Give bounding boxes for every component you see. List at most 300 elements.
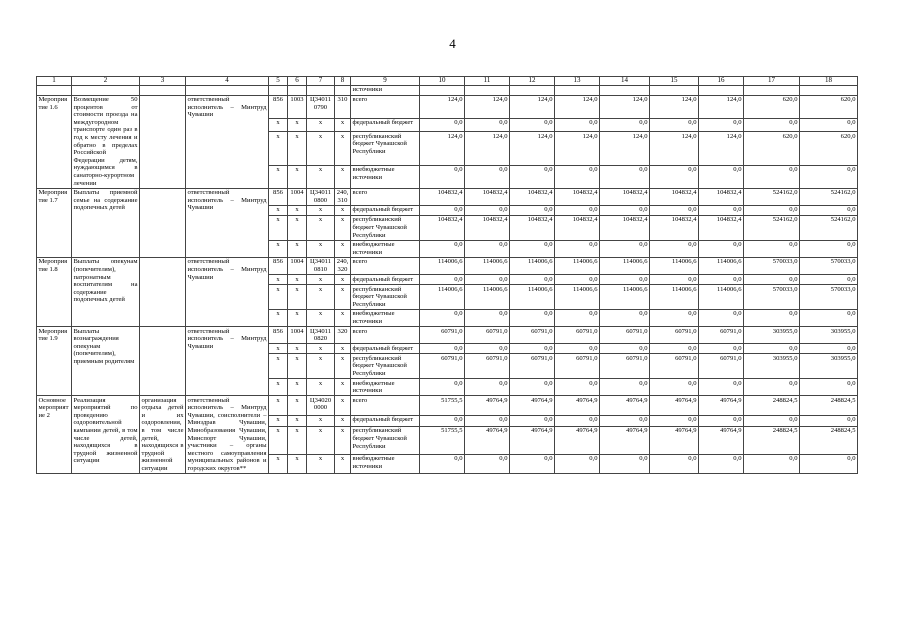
amount-cell: 0,0: [744, 379, 800, 396]
amount-cell: 0,0: [510, 344, 555, 354]
measure-executor: ответственный исполнитель – Минтруд Чувашии: [186, 257, 269, 326]
amount-cell: 620,0: [800, 132, 858, 165]
expense-type-code: x: [335, 132, 351, 165]
grbs-code: 856: [269, 257, 288, 274]
amount-cell: 124,0: [650, 132, 699, 165]
amount-cell: 570033,0: [800, 257, 858, 274]
amount-cell: 0,0: [800, 415, 858, 426]
amount-cell: 114006,6: [510, 257, 555, 274]
expense-type-code: x: [335, 396, 351, 415]
section-code: x: [288, 415, 307, 426]
measure-name: Реализация мероприятий по проведению оздоровительной кампании детей, в том числе детей, находящихся в трудной жизненной ситуации: [72, 396, 140, 474]
amount-cell: 114006,6: [555, 257, 600, 274]
amount-cell: 0,0: [555, 379, 600, 396]
funding-source: республиканский бюджет Чувашской Республики: [351, 132, 420, 165]
target-article-code: Ц34011 0820: [307, 327, 335, 344]
amount-cell: 0,0: [650, 165, 699, 188]
page-number: 4: [449, 36, 456, 51]
amount-cell: 104832,4: [699, 215, 744, 240]
funding-source: федеральный бюджет: [351, 118, 420, 131]
amount-cell: 620,0: [800, 95, 858, 118]
continuation-row: [37, 85, 858, 95]
amount-cell: 60791,0: [420, 327, 465, 344]
amount-cell: 0,0: [699, 309, 744, 326]
amount-cell: 49764,9: [699, 396, 744, 415]
section-code: x: [288, 344, 307, 354]
header-cell: 6: [288, 77, 307, 86]
measure-id: Мероприятие 1.8: [37, 257, 72, 326]
amount-cell: 49764,9: [465, 426, 510, 454]
amount-cell: 0,0: [555, 275, 600, 285]
amount-cell: 0,0: [465, 240, 510, 257]
expense-type-code: x: [335, 165, 351, 188]
amount-cell: 114006,6: [420, 285, 465, 310]
amount-cell: 0,0: [600, 379, 650, 396]
amount-cell: 0,0: [744, 165, 800, 188]
amount-cell: 0,0: [800, 379, 858, 396]
measure-executor: ответственный исполнитель – Минтруд Чувашии, соисполнители – Минздрав Чувашии, Минобразования Чувашии, Минспорт Чувашии, участники – органы местного самоуправления муниципальных районов и городских округов**: [187, 396, 267, 473]
amount-cell: 124,0: [420, 95, 465, 118]
grbs-code: x: [269, 379, 288, 396]
amount-cell: 104832,4: [600, 188, 650, 205]
header-cell: 4: [186, 77, 269, 86]
funding-source: федеральный бюджет: [351, 275, 420, 285]
amount-cell: 0,0: [510, 415, 555, 426]
amount-cell: 0,0: [699, 454, 744, 473]
amount-cell: 0,0: [650, 415, 699, 426]
amount-cell: 60791,0: [465, 354, 510, 379]
amount-cell: 114006,6: [650, 257, 699, 274]
target-article-code: x: [307, 426, 335, 454]
amount-cell: 0,0: [699, 165, 744, 188]
amount-cell: 620,0: [744, 132, 800, 165]
funding-source: внебюджетные источники: [351, 165, 420, 188]
expense-type-code: x: [335, 379, 351, 396]
amount-cell: 0,0: [650, 205, 699, 215]
section-code: 1003: [288, 95, 307, 118]
funding-source: всего: [351, 327, 420, 344]
measure-id: Мероприятие 1.9: [37, 327, 72, 396]
target-article-code: Ц34011 0810: [307, 257, 335, 274]
amount-cell: 0,0: [420, 379, 465, 396]
expense-type-code: 240, 310: [335, 188, 351, 205]
grbs-code: x: [269, 426, 288, 454]
amount-cell: 114006,6: [600, 257, 650, 274]
amount-cell: 248824,5: [800, 396, 858, 415]
amount-cell: 570033,0: [744, 257, 800, 274]
target-article-code: x: [307, 309, 335, 326]
header-cell: 1: [37, 77, 72, 86]
amount-cell: 0,0: [510, 165, 555, 188]
section-code: 1004: [288, 257, 307, 274]
target-article-code: x: [307, 354, 335, 379]
funding-source: федеральный бюджет: [351, 205, 420, 215]
funding-source: республиканский бюджет Чувашской Республики: [351, 426, 420, 454]
measure-executor: ответственный исполнитель – Минтруд Чувашии: [186, 95, 269, 188]
grbs-code: x: [269, 165, 288, 188]
target-article-code: x: [307, 415, 335, 426]
amount-cell: 114006,6: [510, 285, 555, 310]
amount-cell: 124,0: [510, 95, 555, 118]
header-cell: 17: [744, 77, 800, 86]
measure-task: организация отдыха детей и их оздоровления, в том числе детей, находящихся в трудной жизненной ситуации: [141, 396, 184, 473]
grbs-code: x: [269, 354, 288, 379]
header-cell: 9: [351, 77, 420, 86]
amount-cell: 49764,9: [510, 396, 555, 415]
target-article-code: x: [307, 205, 335, 215]
funding-source: внебюджетные источники: [351, 309, 420, 326]
target-article-code: x: [307, 379, 335, 396]
amount-cell: 49764,9: [650, 426, 699, 454]
section-code: 1004: [288, 327, 307, 344]
amount-cell: 49764,9: [600, 426, 650, 454]
amount-cell: 0,0: [650, 454, 699, 473]
measure-id: Основное мероприятие 2: [37, 396, 72, 474]
expense-type-code: x: [335, 285, 351, 310]
table-row: [37, 396, 858, 415]
amount-cell: 114006,6: [465, 285, 510, 310]
amount-cell: 60791,0: [510, 327, 555, 344]
grbs-code: x: [269, 132, 288, 165]
amount-cell: 0,0: [600, 165, 650, 188]
amount-cell: 124,0: [510, 132, 555, 165]
amount-cell: 0,0: [420, 165, 465, 188]
amount-cell: 0,0: [420, 415, 465, 426]
amount-cell: 524162,0: [744, 215, 800, 240]
header-cell: 13: [555, 77, 600, 86]
measure-task: [140, 188, 186, 257]
amount-cell: 0,0: [744, 240, 800, 257]
section-code: x: [288, 285, 307, 310]
amount-cell: 124,0: [420, 132, 465, 165]
source-label: источники: [351, 85, 420, 95]
target-article-code: x: [307, 275, 335, 285]
amount-cell: 124,0: [650, 95, 699, 118]
expense-type-code: x: [335, 454, 351, 473]
amount-cell: 0,0: [420, 118, 465, 131]
amount-cell: 0,0: [555, 240, 600, 257]
amount-cell: 49764,9: [650, 396, 699, 415]
section-code: x: [288, 215, 307, 240]
amount-cell: 0,0: [600, 240, 650, 257]
amount-cell: 0,0: [600, 275, 650, 285]
amount-cell: 524162,0: [744, 188, 800, 205]
header-cell: 3: [140, 77, 186, 86]
section-code: x: [288, 396, 307, 415]
amount-cell: 0,0: [555, 205, 600, 215]
grbs-code: x: [269, 285, 288, 310]
expense-type-code: x: [335, 354, 351, 379]
header-cell: 2: [72, 77, 140, 86]
amount-cell: 104832,4: [465, 215, 510, 240]
target-article-code: x: [307, 285, 335, 310]
amount-cell: 0,0: [800, 344, 858, 354]
funding-source: всего: [351, 188, 420, 205]
section-code: x: [288, 454, 307, 473]
amount-cell: 0,0: [420, 309, 465, 326]
funding-source: республиканский бюджет Чувашской Республики: [351, 354, 420, 379]
amount-cell: 49764,9: [600, 396, 650, 415]
amount-cell: 124,0: [600, 132, 650, 165]
amount-cell: 0,0: [420, 344, 465, 354]
amount-cell: 303955,0: [744, 354, 800, 379]
amount-cell: 0,0: [510, 240, 555, 257]
grbs-code: x: [269, 240, 288, 257]
amount-cell: 104832,4: [555, 215, 600, 240]
grbs-code: x: [269, 205, 288, 215]
amount-cell: 0,0: [420, 454, 465, 473]
amount-cell: 114006,6: [650, 285, 699, 310]
header-cell: 8: [335, 77, 351, 86]
amount-cell: 104832,4: [699, 188, 744, 205]
target-article-code: x: [307, 215, 335, 240]
amount-cell: 0,0: [800, 309, 858, 326]
target-article-code: x: [307, 132, 335, 165]
amount-cell: 0,0: [650, 240, 699, 257]
amount-cell: 104832,4: [600, 215, 650, 240]
target-article-code: x: [307, 165, 335, 188]
amount-cell: 0,0: [650, 118, 699, 131]
amount-cell: 248824,5: [744, 396, 800, 415]
amount-cell: 524162,0: [800, 188, 858, 205]
amount-cell: 104832,4: [420, 188, 465, 205]
measure-task: [140, 257, 186, 326]
grbs-code: x: [269, 396, 288, 415]
amount-cell: 0,0: [744, 118, 800, 131]
amount-cell: 104832,4: [650, 215, 699, 240]
amount-cell: 0,0: [555, 344, 600, 354]
amount-cell: 0,0: [744, 309, 800, 326]
amount-cell: 570033,0: [800, 285, 858, 310]
measure-name: Выплаты опекунам (попечителям), патронатным воспитателям на содержание подопечных детей: [72, 257, 140, 326]
amount-cell: 0,0: [510, 205, 555, 215]
section-code: x: [288, 118, 307, 131]
expense-type-code: x: [335, 118, 351, 131]
amount-cell: 0,0: [555, 165, 600, 188]
amount-cell: 51755,5: [420, 396, 465, 415]
amount-cell: 124,0: [699, 95, 744, 118]
amount-cell: 104832,4: [510, 188, 555, 205]
amount-cell: 0,0: [650, 309, 699, 326]
amount-cell: 0,0: [699, 344, 744, 354]
funding-source: федеральный бюджет: [351, 344, 420, 354]
funding-source: республиканский бюджет Чувашской Республики: [351, 285, 420, 310]
header-cell: 15: [650, 77, 699, 86]
target-article-code: x: [307, 454, 335, 473]
amount-cell: 0,0: [555, 454, 600, 473]
header-cell: 18: [800, 77, 858, 86]
amount-cell: 0,0: [510, 275, 555, 285]
amount-cell: 0,0: [699, 118, 744, 131]
amount-cell: 124,0: [600, 95, 650, 118]
amount-cell: 0,0: [600, 118, 650, 131]
measure-task: [140, 95, 186, 188]
amount-cell: 60791,0: [555, 354, 600, 379]
amount-cell: 0,0: [465, 309, 510, 326]
amount-cell: 114006,6: [465, 257, 510, 274]
amount-cell: 0,0: [465, 205, 510, 215]
amount-cell: 0,0: [465, 275, 510, 285]
amount-cell: 124,0: [555, 132, 600, 165]
amount-cell: 114006,6: [600, 285, 650, 310]
amount-cell: 0,0: [800, 454, 858, 473]
section-code: x: [288, 275, 307, 285]
amount-cell: 0,0: [800, 205, 858, 215]
table-row: [37, 257, 858, 274]
amount-cell: 0,0: [510, 118, 555, 131]
measure-executor: ответственный исполнитель – Минтруд Чувашии: [186, 327, 269, 396]
amount-cell: 0,0: [510, 454, 555, 473]
target-article-code: x: [307, 118, 335, 131]
amount-cell: 248824,5: [744, 426, 800, 454]
grbs-code: x: [269, 415, 288, 426]
amount-cell: 49764,9: [465, 396, 510, 415]
amount-cell: 248824,5: [800, 426, 858, 454]
grbs-code: 856: [269, 188, 288, 205]
amount-cell: 104832,4: [420, 215, 465, 240]
section-code: x: [288, 309, 307, 326]
target-article-code: Ц34011 0790: [307, 95, 335, 118]
target-article-code: Ц34011 0800: [307, 188, 335, 205]
amount-cell: 524162,0: [800, 215, 858, 240]
amount-cell: 0,0: [420, 240, 465, 257]
section-code: 1004: [288, 188, 307, 205]
section-code: x: [288, 205, 307, 215]
amount-cell: 0,0: [510, 309, 555, 326]
amount-cell: 60791,0: [510, 354, 555, 379]
amount-cell: 570033,0: [744, 285, 800, 310]
header-cell: 14: [600, 77, 650, 86]
amount-cell: 0,0: [699, 205, 744, 215]
grbs-code: 856: [269, 95, 288, 118]
amount-cell: 0,0: [600, 415, 650, 426]
table-row: [37, 95, 858, 118]
funding-source: всего: [351, 257, 420, 274]
amount-cell: 0,0: [744, 205, 800, 215]
header-cell: 11: [465, 77, 510, 86]
amount-cell: 0,0: [465, 344, 510, 354]
amount-cell: 0,0: [600, 309, 650, 326]
table-row: [37, 188, 858, 205]
amount-cell: 104832,4: [650, 188, 699, 205]
amount-cell: 60791,0: [699, 327, 744, 344]
amount-cell: 60791,0: [555, 327, 600, 344]
table-row: [37, 327, 858, 344]
amount-cell: 303955,0: [800, 327, 858, 344]
header-cell: 10: [420, 77, 465, 86]
expense-type-code: 320: [335, 327, 351, 344]
amount-cell: 0,0: [465, 165, 510, 188]
expense-type-code: x: [335, 426, 351, 454]
amount-cell: 60791,0: [650, 327, 699, 344]
header-row: [37, 77, 858, 86]
grbs-code: x: [269, 275, 288, 285]
grbs-code: x: [269, 454, 288, 473]
amount-cell: 0,0: [699, 275, 744, 285]
amount-cell: 0,0: [699, 415, 744, 426]
expense-type-code: 310: [335, 95, 351, 118]
amount-cell: 114006,6: [699, 257, 744, 274]
expense-type-code: x: [335, 309, 351, 326]
section-code: x: [288, 240, 307, 257]
amount-cell: 0,0: [650, 275, 699, 285]
amount-cell: 0,0: [650, 344, 699, 354]
amount-cell: 0,0: [600, 205, 650, 215]
funding-source: всего: [351, 396, 420, 415]
section-code: x: [288, 165, 307, 188]
header-cell: 7: [307, 77, 335, 86]
funding-source: внебюджетные источники: [351, 454, 420, 473]
expense-type-code: 240, 320: [335, 257, 351, 274]
amount-cell: 620,0: [744, 95, 800, 118]
amount-cell: 60791,0: [420, 354, 465, 379]
measure-id: Мероприятие 1.7: [37, 188, 72, 257]
expense-type-code: x: [335, 215, 351, 240]
amount-cell: 0,0: [699, 240, 744, 257]
amount-cell: 60791,0: [465, 327, 510, 344]
measure-task: [140, 327, 186, 396]
measure-executor: ответственный исполнитель – Минтруд Чувашии: [186, 188, 269, 257]
amount-cell: 0,0: [555, 415, 600, 426]
expense-type-code: x: [335, 415, 351, 426]
amount-cell: 0,0: [465, 118, 510, 131]
grbs-code: 856: [269, 327, 288, 344]
amount-cell: 124,0: [555, 95, 600, 118]
section-code: x: [288, 379, 307, 396]
measure-id: Мероприятие 1.6: [37, 95, 72, 188]
expense-type-code: x: [335, 275, 351, 285]
amount-cell: 49764,9: [510, 426, 555, 454]
amount-cell: 0,0: [744, 344, 800, 354]
amount-cell: 114006,6: [420, 257, 465, 274]
amount-cell: 0,0: [600, 454, 650, 473]
amount-cell: 124,0: [465, 132, 510, 165]
expense-type-code: x: [335, 205, 351, 215]
amount-cell: 49764,9: [555, 426, 600, 454]
amount-cell: 104832,4: [465, 188, 510, 205]
amount-cell: 0,0: [555, 309, 600, 326]
amount-cell: 0,0: [744, 275, 800, 285]
amount-cell: 60791,0: [600, 327, 650, 344]
amount-cell: 303955,0: [744, 327, 800, 344]
amount-cell: 51755,5: [420, 426, 465, 454]
amount-cell: 60791,0: [600, 354, 650, 379]
measure-name: Возмещение 50 процентов от стоимости проезда на междугородном транспорте один раз в год к месту лечения и обратно в пределах Российской Федерации детям, нуждающимся в санаторно-курортном лечении: [73, 96, 138, 187]
amount-cell: 49764,9: [699, 426, 744, 454]
measure-name: Выплаты вознаграждения опекунам (попечителям), приемным родителям: [72, 327, 140, 396]
amount-cell: 104832,4: [510, 215, 555, 240]
measure-name: Выплаты приемной семье на содержание подопечных детей: [72, 188, 140, 257]
amount-cell: 0,0: [744, 454, 800, 473]
funding-source: всего: [351, 95, 420, 118]
amount-cell: 0,0: [465, 379, 510, 396]
amount-cell: 114006,6: [555, 285, 600, 310]
grbs-code: x: [269, 309, 288, 326]
amount-cell: 0,0: [420, 205, 465, 215]
amount-cell: 0,0: [800, 240, 858, 257]
amount-cell: 0,0: [465, 415, 510, 426]
grbs-code: x: [269, 344, 288, 354]
amount-cell: 0,0: [510, 379, 555, 396]
amount-cell: 0,0: [555, 118, 600, 131]
grbs-code: x: [269, 215, 288, 240]
amount-cell: 114006,6: [699, 285, 744, 310]
amount-cell: 0,0: [650, 379, 699, 396]
section-code: x: [288, 132, 307, 165]
amount-cell: 0,0: [800, 275, 858, 285]
amount-cell: 0,0: [699, 379, 744, 396]
target-article-code: x: [307, 344, 335, 354]
